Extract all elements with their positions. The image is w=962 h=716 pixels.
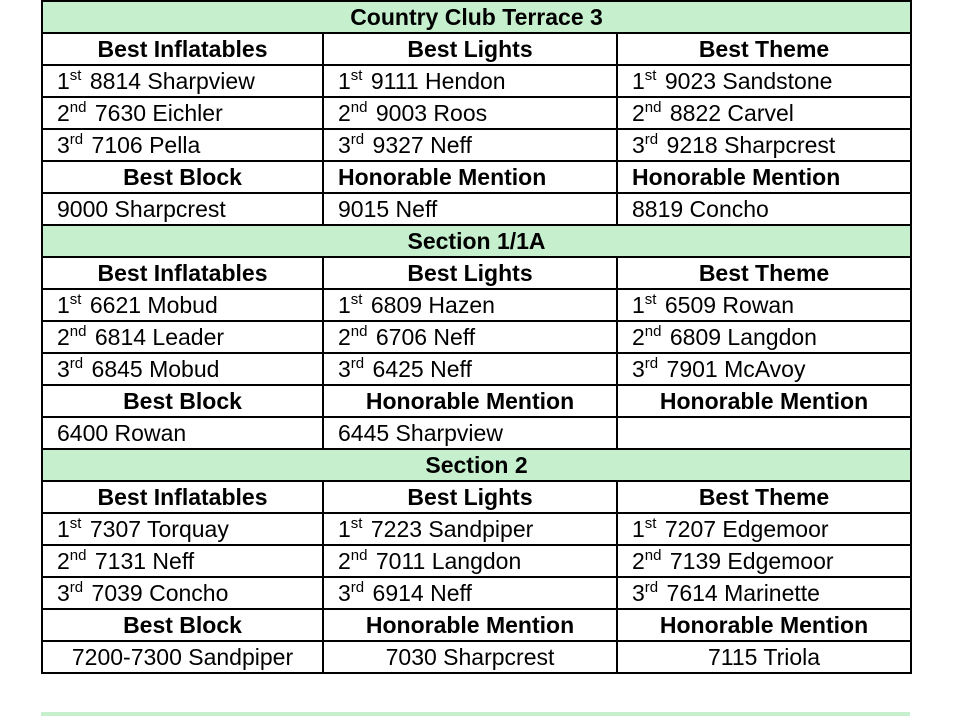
category-header: Best Lights bbox=[323, 481, 617, 513]
section-title: Section 2 bbox=[42, 449, 911, 481]
extra-header-row bbox=[42, 609, 911, 641]
honorable-mention-header: Honorable Mention bbox=[617, 161, 911, 193]
place-cell: 3rd 6845 Mobud bbox=[42, 353, 323, 385]
category-header-row bbox=[42, 481, 911, 513]
place-cell: 2nd 7630 Eichler bbox=[42, 97, 323, 129]
honorable-mention-header: Honorable Mention bbox=[323, 385, 617, 417]
place-cell: 1st 6509 Rowan bbox=[617, 289, 911, 321]
category-header-row bbox=[42, 33, 911, 65]
best-block-header: Best Block bbox=[42, 385, 323, 417]
place-cell: 1st 7223 Sandpiper bbox=[323, 513, 617, 545]
place-row bbox=[42, 129, 911, 161]
category-header-row bbox=[42, 257, 911, 289]
place-cell: 2nd 9003 Roos bbox=[323, 97, 617, 129]
place-cell: 2nd 8822 Carvel bbox=[617, 97, 911, 129]
awards-table bbox=[41, 0, 912, 674]
section-title: Country Club Terrace 3 bbox=[42, 1, 911, 33]
place-cell: 1st 6621 Mobud bbox=[42, 289, 323, 321]
place-row bbox=[42, 289, 911, 321]
honorable-mention-value: 6445 Sharpview bbox=[323, 417, 617, 449]
extra-row bbox=[42, 193, 911, 225]
place-row bbox=[42, 97, 911, 129]
honorable-mention-header: Honorable Mention bbox=[617, 609, 911, 641]
honorable-mention-value: 7030 Sharpcrest bbox=[323, 641, 617, 673]
category-header: Best Lights bbox=[323, 33, 617, 65]
best-block-header: Best Block bbox=[42, 161, 323, 193]
section-header-row bbox=[42, 449, 911, 481]
category-header: Best Inflatables bbox=[42, 33, 323, 65]
place-cell: 3rd 7614 Marinette bbox=[617, 577, 911, 609]
place-cell: 2nd 7131 Neff bbox=[42, 545, 323, 577]
honorable-mention-value: 7115 Triola bbox=[617, 641, 911, 673]
category-header: Best Inflatables bbox=[42, 481, 323, 513]
best-block-value: 6400 Rowan bbox=[42, 417, 323, 449]
place-row bbox=[42, 545, 911, 577]
honorable-mention-value bbox=[617, 417, 911, 449]
place-cell: 1st 7307 Torquay bbox=[42, 513, 323, 545]
place-cell: 3rd 6914 Neff bbox=[323, 577, 617, 609]
extra-row bbox=[42, 417, 911, 449]
next-section-edge bbox=[41, 712, 910, 716]
honorable-mention-header: Honorable Mention bbox=[323, 609, 617, 641]
extra-header-row bbox=[42, 385, 911, 417]
place-cell: 1st 6809 Hazen bbox=[323, 289, 617, 321]
place-cell: 3rd 7039 Concho bbox=[42, 577, 323, 609]
category-header: Best Theme bbox=[617, 33, 911, 65]
honorable-mention-header: Honorable Mention bbox=[617, 385, 911, 417]
extra-header-row bbox=[42, 161, 911, 193]
section-header-row bbox=[42, 1, 911, 33]
place-cell: 2nd 6809 Langdon bbox=[617, 321, 911, 353]
place-cell: 3rd 9327 Neff bbox=[323, 129, 617, 161]
place-row bbox=[42, 321, 911, 353]
place-cell: 2nd 7139 Edgemoor bbox=[617, 545, 911, 577]
place-cell: 1st 9111 Hendon bbox=[323, 65, 617, 97]
category-header: Best Inflatables bbox=[42, 257, 323, 289]
best-block-value: 9000 Sharpcrest bbox=[42, 193, 323, 225]
place-cell: 3rd 6425 Neff bbox=[323, 353, 617, 385]
extra-row bbox=[42, 641, 911, 673]
place-row bbox=[42, 65, 911, 97]
category-header: Best Lights bbox=[323, 257, 617, 289]
place-row bbox=[42, 353, 911, 385]
place-cell: 1st 9023 Sandstone bbox=[617, 65, 911, 97]
place-cell: 3rd 7901 McAvoy bbox=[617, 353, 911, 385]
section-title: Section 1/1A bbox=[42, 225, 911, 257]
honorable-mention-value: 9015 Neff bbox=[323, 193, 617, 225]
place-cell: 2nd 6706 Neff bbox=[323, 321, 617, 353]
place-cell: 2nd 7011 Langdon bbox=[323, 545, 617, 577]
place-cell: 3rd 9218 Sharpcrest bbox=[617, 129, 911, 161]
place-cell: 3rd 7106 Pella bbox=[42, 129, 323, 161]
category-header: Best Theme bbox=[617, 257, 911, 289]
honorable-mention-header: Honorable Mention bbox=[323, 161, 617, 193]
place-cell: 1st 8814 Sharpview bbox=[42, 65, 323, 97]
best-block-value: 7200-7300 Sandpiper bbox=[42, 641, 323, 673]
category-header: Best Theme bbox=[617, 481, 911, 513]
place-cell: 1st 7207 Edgemoor bbox=[617, 513, 911, 545]
honorable-mention-value: 8819 Concho bbox=[617, 193, 911, 225]
place-cell: 2nd 6814 Leader bbox=[42, 321, 323, 353]
place-row bbox=[42, 577, 911, 609]
best-block-header: Best Block bbox=[42, 609, 323, 641]
section-header-row bbox=[42, 225, 911, 257]
place-row bbox=[42, 513, 911, 545]
